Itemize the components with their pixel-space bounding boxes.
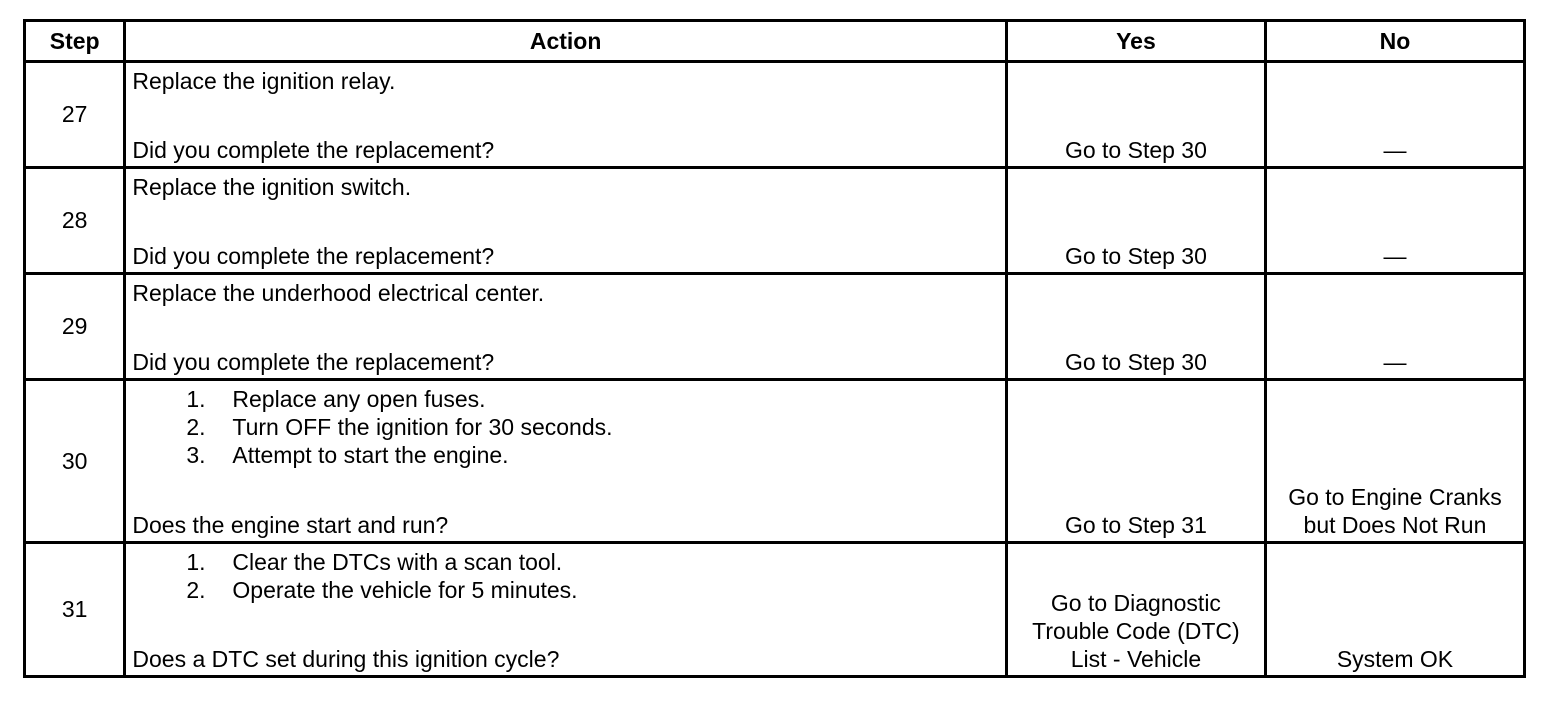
action-cell [125,168,1007,274]
step-number: 29 [25,274,125,380]
table-row [25,380,1525,543]
header-step: Step [25,21,125,62]
no-result-line: but Does Not Run [1303,512,1487,538]
list-item-number: 3. [186,442,206,468]
step-number: 27 [25,62,125,168]
list-item [186,441,999,469]
action-list [132,548,999,604]
table-row [25,168,1525,274]
action-cell [125,543,1007,677]
action-cell [125,62,1007,168]
no-result: — [1265,168,1524,274]
table-row [25,62,1525,168]
action-question: Does a DTC set during this ignition cycle? [132,646,560,672]
table-row [25,274,1525,380]
diagnostic-table [23,19,1526,678]
list-item-text: Turn OFF the ignition for 30 seconds. [232,414,613,440]
list-item-text: Attempt to start the engine. [232,442,509,468]
header-yes: Yes [1006,21,1265,62]
yes-result: Go to Step 30 [1006,274,1265,380]
action-question: Did you complete the replacement? [132,349,495,375]
list-item-text: Replace any open fuses. [232,386,486,412]
list-item [186,413,999,441]
table-row [25,543,1525,677]
list-item-text: Operate the vehicle for 5 minutes. [232,577,578,603]
action-list [132,385,999,469]
header-action: Action [125,21,1007,62]
no-result [1265,380,1524,543]
action-cell [125,274,1007,380]
list-item [186,576,999,604]
step-number: 30 [25,380,125,543]
yes-result-line: Trouble Code (DTC) [1032,618,1240,644]
action-question: Did you complete the replacement? [132,243,495,269]
yes-result-line: List - Vehicle [1070,646,1202,672]
action-question: Does the engine start and run? [132,512,449,538]
list-item-text: Clear the DTCs with a scan tool. [232,549,563,575]
list-item [186,385,999,413]
list-item [186,548,999,576]
yes-result: Go to Step 31 [1006,380,1265,543]
step-number: 28 [25,168,125,274]
header-no: No [1265,21,1524,62]
step-number: 31 [25,543,125,677]
yes-result: Go to Step 30 [1006,168,1265,274]
header-row [25,21,1525,62]
no-result: — [1265,274,1524,380]
yes-result-line: Go to Diagnostic [1050,590,1221,616]
action-cell [125,380,1007,543]
yes-result: Go to Step 30 [1006,62,1265,168]
list-item-number: 2. [186,414,206,440]
no-result-line: Go to Engine Cranks [1288,484,1502,510]
list-item-number: 2. [186,577,206,603]
no-result: System OK [1265,543,1524,677]
no-result: — [1265,62,1524,168]
list-item-number: 1. [186,386,206,412]
action-text: Replace the ignition switch. [132,174,412,200]
list-item-number: 1. [186,549,206,575]
action-question: Did you complete the replacement? [132,137,495,163]
action-text: Replace the underhood electrical center. [132,280,545,306]
yes-result [1006,543,1265,677]
action-text: Replace the ignition relay. [132,68,396,94]
